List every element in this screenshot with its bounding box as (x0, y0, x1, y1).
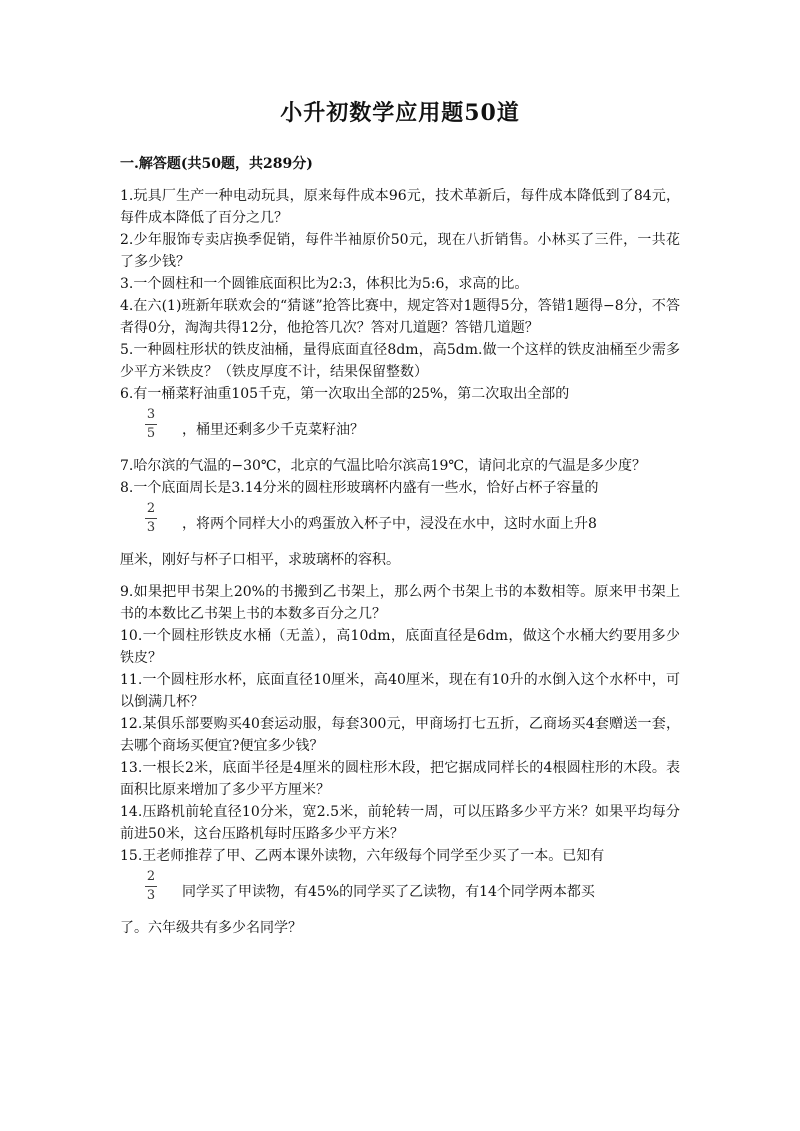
page-title: 小升初数学应用题50道 (280, 100, 520, 126)
question-8-continuation: ，将两个同样大小的鸡蛋放入杯子中，浸没在水中，这时水面上升8 (182, 516, 597, 532)
fraction (145, 407, 157, 442)
question-13: 13.一根长2米，底面半径是4厘米的圆柱形木段，把它据成同样长的4根圆柱形的木段。表面积比原来增加了多少平方厘米？ (120, 760, 680, 798)
question-8-text: 8.一个底面周长是3.14分米的圆柱形玻璃杯内盛有一些水，恰好占杯子容量的 (120, 480, 599, 496)
question-7: 7.哈尔滨的气温的−30℃，北京的气温比哈尔滨高19℃，请问北京的气温是多少度？ (120, 458, 647, 474)
question-10: 10.一个圆柱形铁皮水桶（无盖），高10dm，底面直径是6dm，做这个水桶大约要用多少铁皮？ (120, 628, 680, 666)
question-14: 14.压路机前轮直径10分米，宽2.5米，前轮转一周，可以压路多少平方米？如果平均每分前进50米，这台压路机每时压路多少平方米？ (120, 804, 680, 842)
fraction (145, 869, 157, 904)
question-6-continuation: ，桶里还剩多少千克菜籽油？ (182, 422, 364, 438)
fraction-bar (145, 518, 157, 519)
question-2: 2.少年服饰专卖店换季促销，每件半袖原价50元，现在八折销售。小林买了三件，一共花了多少钱？ (120, 232, 680, 270)
question-12: 12.某俱乐部要购买40套运动服，每套300元，甲商场打七五折，乙商场买4套赠送一套，去哪个商场买便宜?便宜多少钱？ (120, 716, 680, 754)
question-6-text: 6.有一桶菜籽油重105千克，第一次取出全部的25%，第二次取出全部的 (120, 386, 570, 402)
fraction-numerator: 3 (146, 407, 156, 422)
question-6-fraction-line (120, 407, 680, 441)
fraction-numerator: 2 (146, 501, 156, 516)
question-4: 4.在六(1)班新年联欢会的“猜谜”抢答比赛中，规定答对1题得5分，答错1题得−8分，不答者得0分，淘淘共得12分，他抢答几次？答对几道题？答错几道题？ (120, 298, 680, 336)
question-15-ending: 了。六年级共有多少名同学？ (120, 920, 302, 936)
fraction-denominator: 3 (146, 888, 156, 903)
section-heading: 一.解答题(共50题，共289分) (120, 156, 313, 172)
question-list (120, 185, 680, 939)
question-15-text: 15.王老师推荐了甲、乙两本课外读物，六年级每个同学至少买了一本。已知有 (120, 848, 605, 864)
question-9: 9.如果把甲书架上20%的书搬到乙书架上，那么两个书架上书的本数相等。原来甲书架上书的本数比乙书架上书的本数多百分之几？ (120, 584, 680, 622)
fraction-numerator: 2 (146, 869, 156, 884)
question-15-continuation: 同学买了甲读物，有45%的同学买了乙读物，有14个同学两本都买 (182, 884, 595, 900)
question-3: 3.一个圆柱和一个圆锥底面积比为2:3，体积比为5:6，求高的比。 (120, 276, 529, 292)
fraction-denominator: 5 (146, 426, 156, 441)
question-8-fraction-line (120, 501, 680, 535)
fraction-bar (145, 424, 157, 425)
question-11: 11.一个圆柱形水杯，底面直径10厘米，高40厘米，现在有10升的水倒入这个水杯中，可以倒满几杯？ (120, 672, 680, 710)
question-5: 5.一种圆柱形状的铁皮油桶，量得底面直径8dm，高5dm.做一个这样的铁皮油桶至少需多少平方米铁皮？（铁皮厚度不计，结果保留整数） (120, 342, 680, 380)
question-15-fraction-line (120, 869, 680, 903)
question-8-ending: 厘米，刚好与杯子口相平，求玻璃杯的容积。 (120, 552, 400, 568)
fraction (145, 501, 157, 536)
fraction-denominator: 3 (146, 520, 156, 535)
question-1: 1.玩具厂生产一种电动玩具，原来每件成本96元，技术革新后，每件成本降低到了84元，每件成本降低了百分之几？ (120, 188, 680, 226)
fraction-bar (145, 886, 157, 887)
